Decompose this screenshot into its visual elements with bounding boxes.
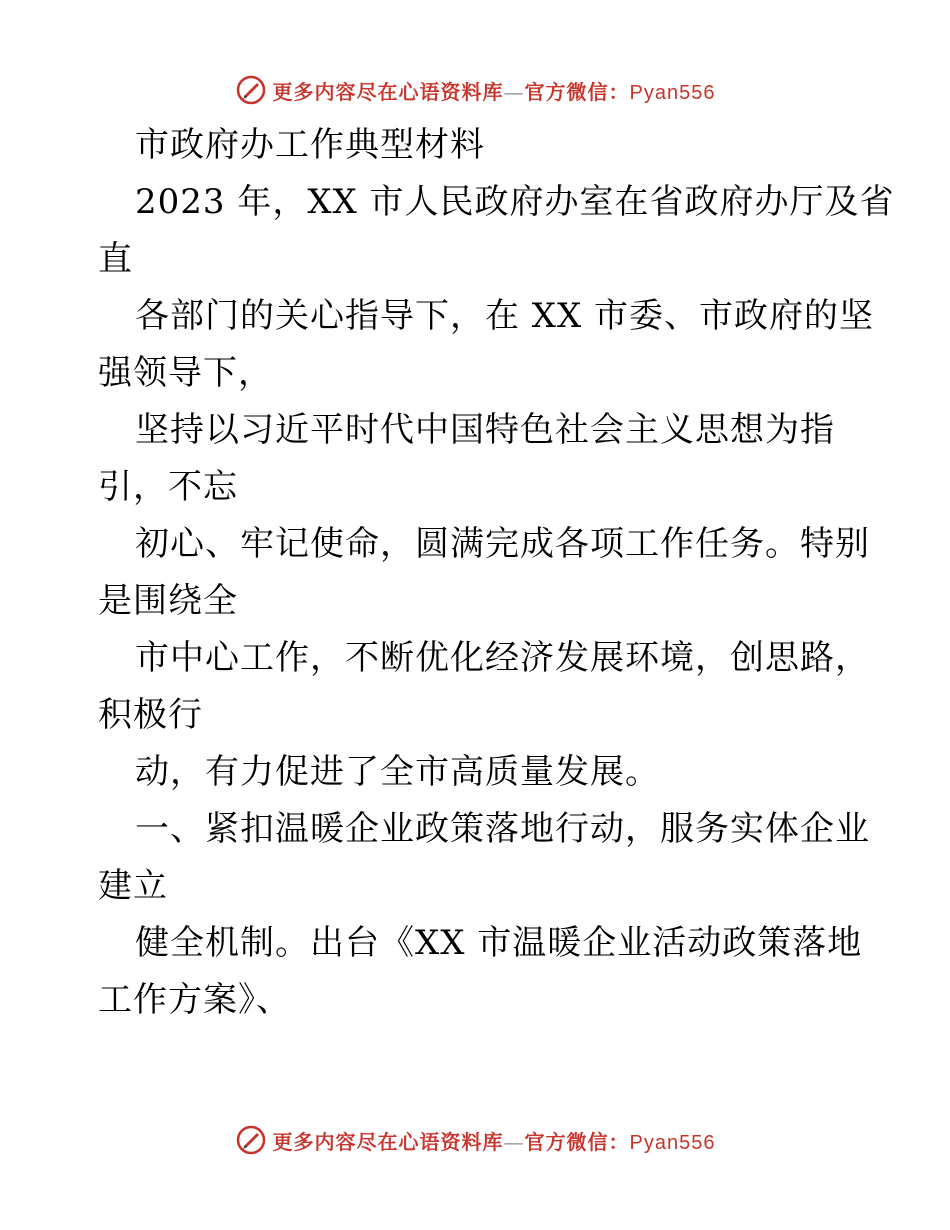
paragraph-line: 健全机制。出台《XX 市温暖企业活动政策落地 (135, 923, 863, 963)
paragraph-line: 是围绕全 (98, 581, 238, 621)
paragraph-line: 引，不忘 (98, 467, 238, 507)
document-title: 市政府办工作典型材料 (135, 125, 485, 165)
document-body (98, 117, 895, 1029)
watermark-dash: — (503, 79, 525, 104)
paragraph-line: 动，有力促进了全市高质量发展。 (135, 752, 660, 792)
paragraph-line: 工作方案》、 (98, 980, 291, 1020)
watermark-dash: — (503, 1129, 525, 1154)
watermark-text (273, 1126, 716, 1155)
paragraph-line: 坚持以习近平时代中国特色社会主义思想为指 (135, 410, 835, 450)
paragraph-line: 直 (98, 239, 133, 279)
watermark-wechat-id: Pyan556 (629, 1131, 716, 1154)
header-watermark (0, 70, 950, 110)
paragraph-line: 各部门的关心指导下，在 XX 市委、市政府的坚 (135, 296, 875, 336)
watermark-brand: 更多内容尽在心语资料库 (272, 1129, 504, 1154)
paragraph-line: 建立 (98, 866, 168, 906)
quill-logo-icon (235, 74, 267, 106)
paragraph-line: 市中心工作，不断优化经济发展环境，创思路， (135, 638, 870, 678)
paragraph-line: 一、紧扣温暖企业政策落地行动，服务实体企业 (135, 809, 870, 849)
paragraph-line: 初心、牢记使命，圆满完成各项工作任务。特别 (135, 524, 870, 564)
watermark-text (273, 76, 716, 105)
paragraph-line: 积极行 (98, 695, 203, 735)
paragraph-line: 2023 年，XX 市人民政府办室在省政府办厅及省 (135, 182, 895, 222)
paragraph-line: 强领导下， (98, 353, 273, 393)
quill-logo-icon (235, 1124, 267, 1156)
watermark-brand: 更多内容尽在心语资料库 (272, 79, 504, 104)
footer-watermark (0, 1120, 950, 1160)
watermark-wechat-label: 官方微信： (524, 79, 630, 104)
watermark-wechat-label: 官方微信： (524, 1129, 630, 1154)
watermark-wechat-id: Pyan556 (629, 81, 716, 104)
